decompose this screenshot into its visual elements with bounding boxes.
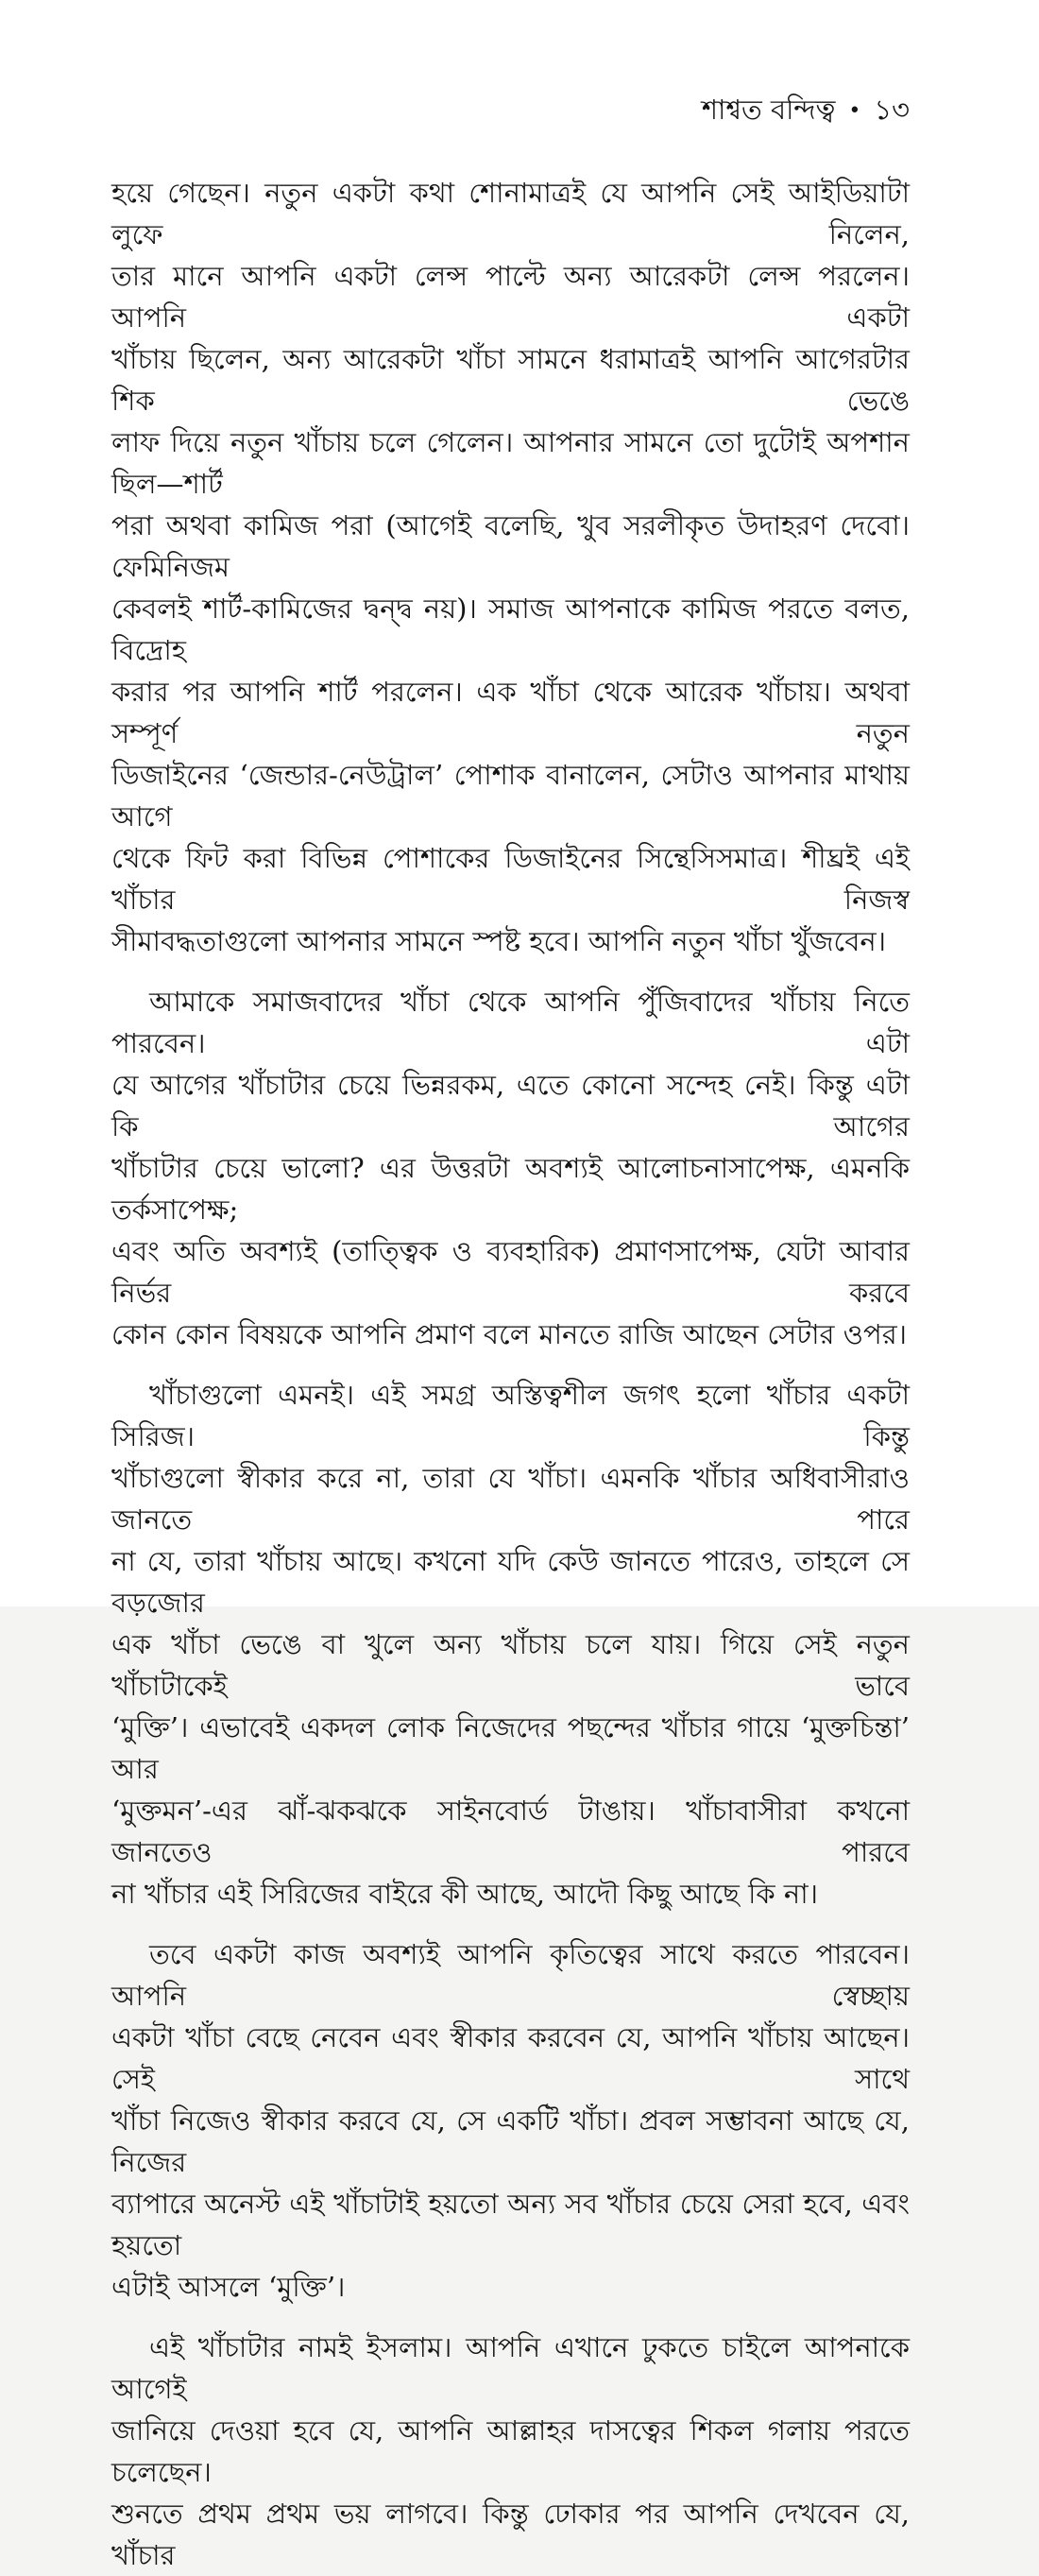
text-line: থেকে ফিট করা বিভিন্ন পোশাকের ডিজাইনের সিন্থেসিসমাত্র। শীঘ্রই এই খাঁচার নিজস্ব (111, 842, 910, 916)
text-line: ব্যাপারে অনেস্ট এই খাঁচাটাই হয়তো অন্য সব খাঁচার চেয়ে সেরা হবে, এবং হয়তো (111, 2188, 910, 2261)
running-head (111, 91, 910, 130)
text-line: করার পর আপনি শার্ট পরলেন। এক খাঁচা থেকে আরেক খাঁচায়। অথবা সম্পূর্ণ নতুন (111, 676, 910, 749)
paragraph (111, 2327, 910, 2576)
text-line: কেবলই শার্ট-কামিজের দ্বন্দ্ব নয়)। সমাজ আপনাকে কামিজ পরতে বলত, বিদ্রোহ (111, 592, 910, 666)
text-line: খাঁচায় ছিলেন, অন্য আরেকটা খাঁচা সামনে ধরামাত্রই আপনি আগেরটার শিক ভেঙে (111, 343, 910, 417)
text-line: হয়ে গেছেন। নতুন একটা কথা শোনামাত্রই যে আপনি সেই আইডিয়াটা লুফে নিলেন, (111, 177, 910, 250)
text-line: লাফ দিয়ে নতুন খাঁচায় চলে গেলেন। আপনার সামনে তো দুটোই অপশান ছিল—শার্ট (111, 426, 910, 500)
text-line: শুনতে প্রথম প্রথম ভয় লাগবে। কিন্তু ঢোকার পর আপনি দেখবেন যে, খাঁচার (111, 2498, 910, 2571)
text-line: খাঁচা নিজেও স্বীকার করবে যে, সে একটি খাঁচা। প্রবল সম্ভাবনা আছে যে, নিজের (111, 2104, 910, 2178)
page-body (111, 172, 910, 2576)
text-line: খাঁচাগুলো এমনই। এই সমগ্র অস্তিত্বশীল জগৎ হলো খাঁচার একটা সিরিজ। কিন্তু (111, 1379, 910, 1452)
text-line: না যে, তারা খাঁচায় আছে। কখনো যদি কেউ জানতে পারেও, তাহলে সে বড়জোর (111, 1545, 910, 1619)
paragraph (111, 1933, 910, 2308)
page-number: ১৩ (874, 94, 910, 126)
text-line: যে আগের খাঁচাটার চেয়ে ভিন্নরকম, এতে কোনো সন্দেহ নেই। কিন্তু এটা কি আগের (111, 1069, 910, 1142)
text-line: তবে একটা কাজ অবশ্যই আপনি কৃতিত্বের সাথে করতে পারবেন। আপনি স্বেচ্ছায় (111, 1938, 910, 2012)
text-line: খাঁচাটার চেয়ে ভালো? এর উত্তরটা অবশ্যই আলোচনাসাপেক্ষ, এমনকি তর্কসাপেক্ষ; (111, 1152, 910, 1226)
text-line: ‘মুক্তি’। এভাবেই একদল লোক নিজেদের পছন্দের খাঁচার গায়ে ‘মুক্তচিন্তা’ আর (111, 1711, 910, 1785)
paragraph (111, 981, 910, 1355)
paragraph (111, 1374, 910, 1915)
text-line: কোন কোন বিষয়কে আপনি প্রমাণ বলে মানতে রাজি আছেন সেটার ওপর। (111, 1318, 908, 1350)
text-line: পরা অথবা কামিজ পরা (আগেই বলেছি, খুব সরলীকৃত উদাহরণ দেবো। ফেমিনিজম (111, 509, 910, 583)
text-line: খাঁচাগুলো স্বীকার করে না, তারা যে খাঁচা। এমনকি খাঁচার অধিবাসীরাও জানতে পারে (111, 1462, 910, 1536)
text-line: এটাই আসলে ‘মুক্তি’। (111, 2271, 346, 2303)
text-line: এবং অতি অবশ্যই (তাত্ত্বিক ও ব্যবহারিক) প্রমাণসাপেক্ষ, যেটা আবার নির্ভর করবে (111, 1235, 910, 1309)
text-line: আমাকে সমাজবাদের খাঁচা থেকে আপনি পুঁজিবাদের খাঁচায় নিতে পারবেন। এটা (111, 986, 910, 1059)
text-line: না খাঁচার এই সিরিজের বাইরে কী আছে, আদৌ কিছু আছে কি না। (111, 1878, 818, 1910)
header-bullet-separator: • (848, 99, 861, 123)
text-line: সীমাবদ্ধতাগুলো আপনার সামনে স্পষ্ট হবে। আপনি নতুন খাঁচা খুঁজবেন। (111, 925, 887, 957)
text-line: এক খাঁচা ভেঙে বা খুলে অন্য খাঁচায় চলে যায়। গিয়ে সেই নতুন খাঁচাটাকেই ভাবে (111, 1628, 910, 1702)
text-line: একটা খাঁচা বেছে নেবেন এবং স্বীকার করবেন যে, আপনি খাঁচায় আছেন। সেই সাথে (111, 2021, 910, 2095)
text-line: ডিজাইনের ‘জেন্ডার-নেউট্রাল’ পোশাক বানালেন, সেটাও আপনার মাথায় আগে (111, 759, 910, 833)
book-title: শাশ্বত বন্দিত্ব (701, 94, 836, 126)
text-line: তার মানে আপনি একটা লেন্স পাল্টে অন্য আরেকটা লেন্স পরলেন। আপনি একটা (111, 260, 910, 334)
paragraph (111, 172, 910, 962)
text-line: এই খাঁচাটার নামই ইসলাম। আপনি এখানে ঢুকতে চাইলে আপনাকে আগেই (111, 2331, 910, 2405)
text-line: ‘মুক্তমন’-এর ঝাঁ-ঝকঝকে সাইনবোর্ড টাঙায়। খাঁচাবাসীরা কখনো জানতেও পারবে (111, 1795, 910, 1868)
text-line: জানিয়ে দেওয়া হবে যে, আপনি আল্লাহর দাসত্বের শিকল গলায় পরতে চলেছেন। (111, 2414, 910, 2488)
